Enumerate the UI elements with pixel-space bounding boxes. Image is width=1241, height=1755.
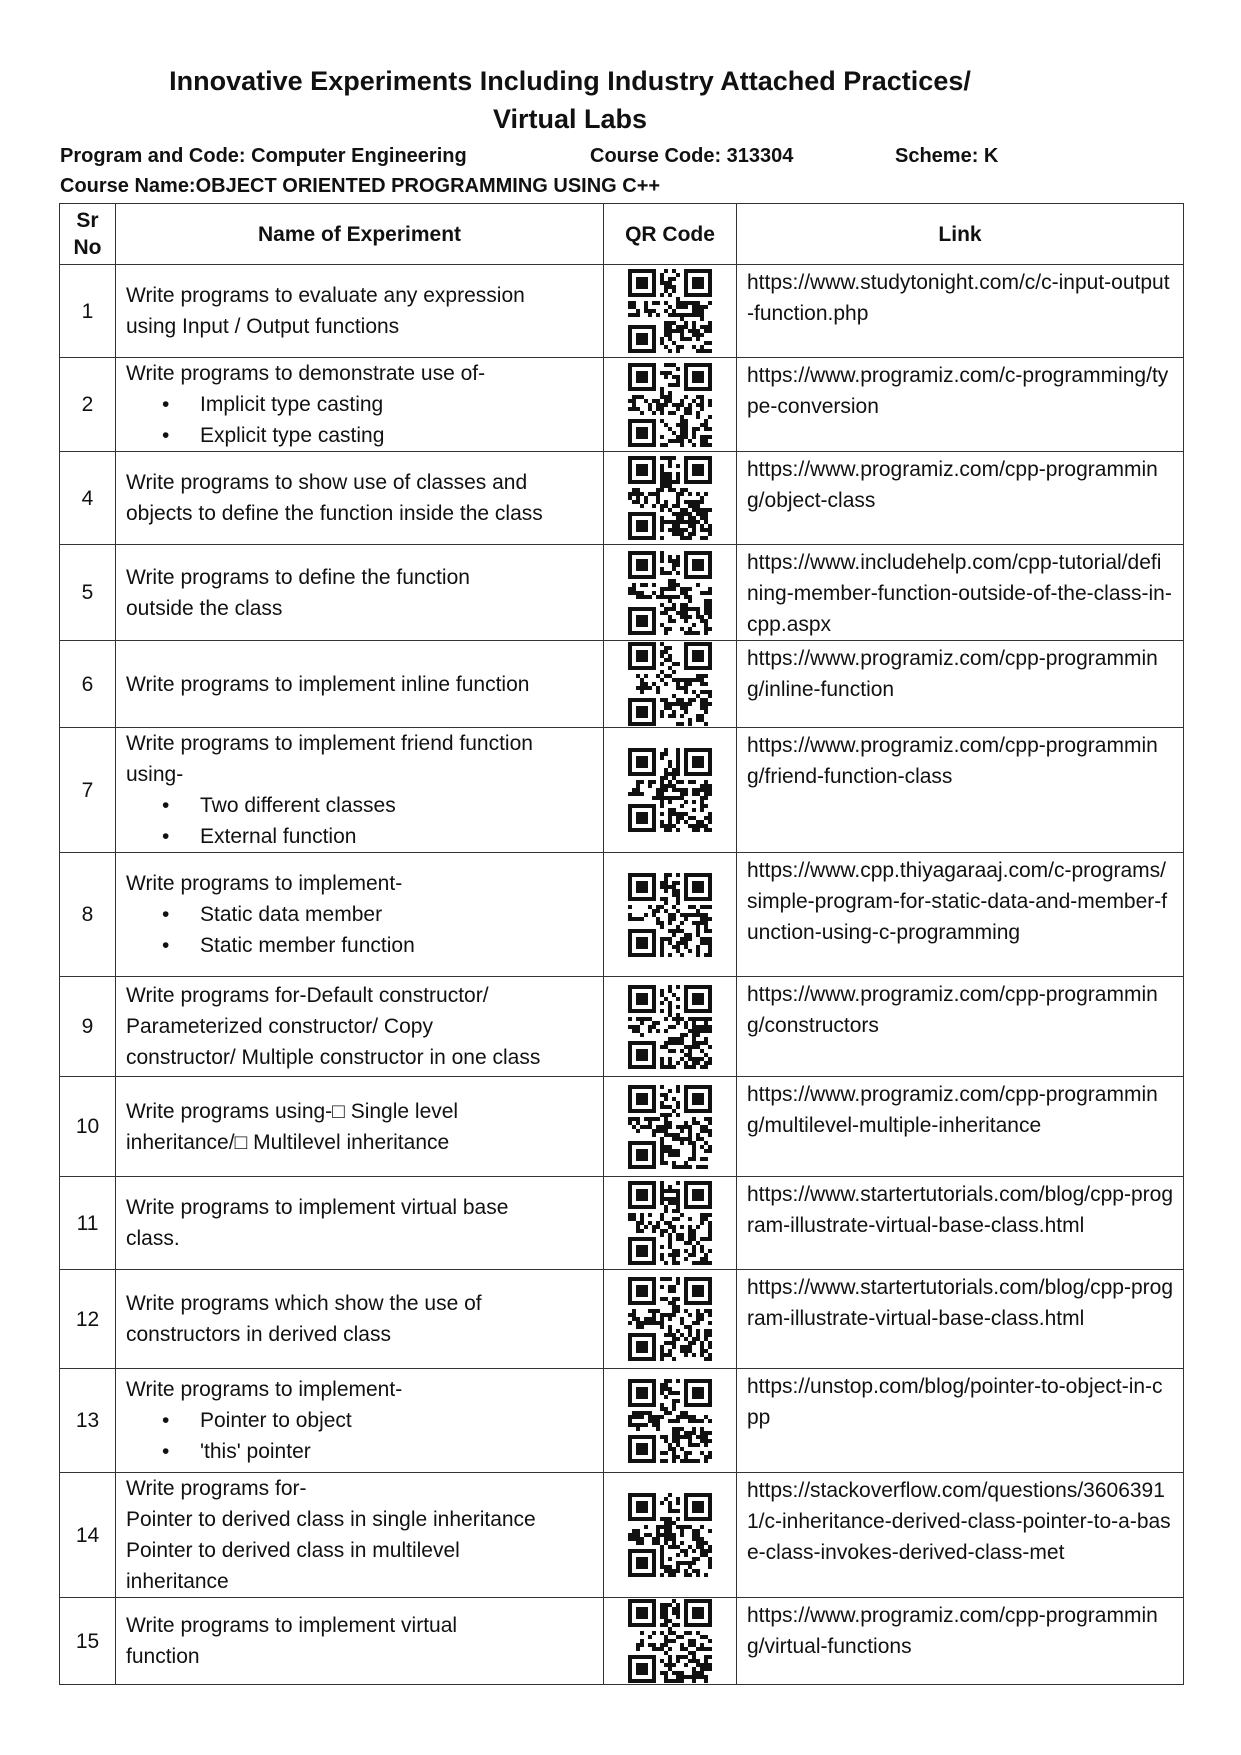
experiment-cell xyxy=(116,728,604,853)
bullet-text: Static data member xyxy=(200,903,383,926)
link-cell[interactable]: https://www.programiz.com/cpp-programming/multilevel-multiple-inheritance xyxy=(737,1077,1184,1177)
table-row xyxy=(60,545,1184,641)
table-row xyxy=(60,358,1184,452)
experiment-text-line: inheritance xyxy=(126,1570,229,1593)
title-line-1: Innovative Experiments Including Industry Attached Practices/ xyxy=(169,66,971,96)
col-sr-no: Sr No xyxy=(60,204,116,265)
qr-code-icon xyxy=(604,728,737,853)
qr-code-icon xyxy=(604,1598,737,1685)
experiment-bullet xyxy=(126,389,593,420)
qr-code-icon xyxy=(604,1077,737,1177)
table-row xyxy=(60,1177,1184,1270)
experiment-cell xyxy=(116,1077,604,1177)
qr-code-icon xyxy=(604,358,737,452)
col-qr-code: QR Code xyxy=(604,204,737,265)
link-cell[interactable]: https://www.programiz.com/c-programming/type-conversion xyxy=(737,358,1184,452)
experiments-table xyxy=(59,203,1184,1685)
experiment-cell xyxy=(116,853,604,977)
course-code: Course Code: 313304 xyxy=(590,145,794,167)
experiment-cell xyxy=(116,1369,604,1473)
experiment-text-line: Pointer to derived class in multilevel xyxy=(126,1539,460,1562)
experiment-bullet xyxy=(126,1436,593,1467)
table-row xyxy=(60,1473,1184,1598)
course-name: Course Name:OBJECT ORIENTED PROGRAMMING USING C++ xyxy=(60,175,661,197)
experiment-text-line: Write programs to demonstrate use of- xyxy=(126,362,486,385)
link-cell[interactable]: https://www.programiz.com/cpp-programming/constructors xyxy=(737,977,1184,1077)
sr-no-cell: 6 xyxy=(60,641,116,728)
experiment-text-line: constructors in derived class xyxy=(126,1323,391,1346)
qr-code-icon xyxy=(604,641,737,728)
experiment-text-line: using Input / Output functions xyxy=(126,315,400,338)
experiment-cell xyxy=(116,545,604,641)
experiment-cell xyxy=(116,358,604,452)
qr-code-icon xyxy=(604,1177,737,1270)
link-cell[interactable]: https://www.programiz.com/cpp-programming/inline-function xyxy=(737,641,1184,728)
link-cell[interactable]: https://www.studytonight.com/c/c-input-output-function.php xyxy=(737,265,1184,358)
sr-no-cell: 13 xyxy=(60,1369,116,1473)
link-cell[interactable]: https://www.programiz.com/cpp-programming/object-class xyxy=(737,452,1184,545)
qr-code-icon xyxy=(604,1270,737,1369)
link-cell[interactable]: https://www.startertutorials.com/blog/cpp-program-illustrate-virtual-base-class.html xyxy=(737,1177,1184,1270)
experiment-text-line: Write programs to implement virtual xyxy=(126,1614,458,1637)
experiment-bullet xyxy=(126,420,593,451)
table-row xyxy=(60,1369,1184,1473)
experiment-text-line: Pointer to derived class in single inheritance xyxy=(126,1508,536,1531)
experiment-text-line: class. xyxy=(126,1227,180,1250)
table-row xyxy=(60,1077,1184,1177)
sr-no-cell: 1 xyxy=(60,265,116,358)
experiment-bullet xyxy=(126,821,593,852)
experiment-text-line: Write programs to implement- xyxy=(126,872,403,895)
link-cell[interactable]: https://unstop.com/blog/pointer-to-object-in-cpp xyxy=(737,1369,1184,1473)
qr-code-icon xyxy=(604,1473,737,1598)
scheme: Scheme: K xyxy=(895,145,999,167)
experiment-cell xyxy=(116,1270,604,1369)
table-row xyxy=(60,265,1184,358)
table-row xyxy=(60,853,1184,977)
experiment-text-line: Write programs to implement friend function xyxy=(126,732,533,755)
sr-no-cell: 11 xyxy=(60,1177,116,1270)
experiment-cell xyxy=(116,1473,604,1598)
link-cell[interactable]: https://stackoverflow.com/questions/36063911/c-inheritance-derived-class-pointer-to-a-base-class-invokes-derived-class-met xyxy=(737,1473,1184,1598)
experiment-text-line: Write programs to show use of classes and xyxy=(126,471,528,494)
experiment-text-line: constructor/ Multiple constructor in one class xyxy=(126,1046,541,1069)
table-row xyxy=(60,1270,1184,1369)
experiment-text-line: outside the class xyxy=(126,596,283,620)
sr-no-cell: 15 xyxy=(60,1598,116,1685)
title-line-2: Virtual Labs xyxy=(492,104,648,134)
link-cell[interactable]: https://www.programiz.com/cpp-programming/friend-function-class xyxy=(737,728,1184,853)
bullet-text: Explicit type casting xyxy=(200,424,385,447)
qr-code-icon xyxy=(604,452,737,545)
table-row xyxy=(60,452,1184,545)
table-row xyxy=(60,977,1184,1077)
table-header-row xyxy=(60,204,1184,265)
experiment-text-line: Write programs which show the use of xyxy=(126,1292,482,1315)
link-cell[interactable]: https://www.cpp.thiyagaraaj.com/c-programs/simple-program-for-static-data-and-member-function-using-c-programming xyxy=(737,853,1184,977)
qr-code-icon xyxy=(604,977,737,1077)
table-row xyxy=(60,1598,1184,1685)
col-experiment: Name of Experiment xyxy=(116,204,604,265)
qr-code-icon xyxy=(604,545,737,641)
experiment-text-line: function xyxy=(126,1645,200,1668)
qr-code-icon xyxy=(604,265,737,358)
experiment-text-line: Write programs for-Default constructor/ xyxy=(126,984,489,1007)
experiment-cell xyxy=(116,265,604,358)
experiment-text-line: Write programs for- xyxy=(126,1477,307,1500)
experiment-cell xyxy=(116,1598,604,1685)
experiment-text-line: Write programs to evaluate any expression xyxy=(126,284,525,307)
experiment-bullet xyxy=(126,790,593,821)
experiment-text-line: objects to define the function inside the class xyxy=(126,502,543,525)
sr-no-cell: 5 xyxy=(60,545,116,641)
qr-code-icon xyxy=(604,1369,737,1473)
bullet-text: Implicit type casting xyxy=(200,393,384,416)
sr-no-cell: 10 xyxy=(60,1077,116,1177)
sr-no-cell: 2 xyxy=(60,358,116,452)
program-code: Program and Code: Computer Engineering xyxy=(60,145,467,167)
experiment-bullet xyxy=(126,930,593,961)
link-cell[interactable]: https://www.startertutorials.com/blog/cpp-program-illustrate-virtual-base-class.html xyxy=(737,1270,1184,1369)
sr-no-cell: 12 xyxy=(60,1270,116,1369)
bullet-text: Two different classes xyxy=(200,794,396,817)
experiment-cell xyxy=(116,641,604,728)
sr-no-cell: 8 xyxy=(60,853,116,977)
experiment-text-line: Write programs using-□ Single level xyxy=(126,1099,459,1123)
col-link: Link xyxy=(737,204,1184,265)
experiment-text-line: using- xyxy=(126,763,184,786)
sr-no-cell: 9 xyxy=(60,977,116,1077)
experiment-bullet xyxy=(126,899,593,930)
qr-code-icon xyxy=(604,853,737,977)
experiment-text-line: Parameterized constructor/ Copy xyxy=(126,1015,433,1038)
sr-no-cell: 4 xyxy=(60,452,116,545)
link-cell[interactable]: https://www.includehelp.com/cpp-tutorial/defining-member-function-outside-of-the-class-in-cpp.aspx xyxy=(737,545,1184,641)
bullet-text: Pointer to object xyxy=(200,1409,352,1432)
experiment-text-line: inheritance/□ Multilevel inheritance xyxy=(126,1130,450,1154)
experiment-text-line: Write programs to implement virtual base xyxy=(126,1196,509,1219)
document-title xyxy=(60,62,1080,138)
sr-no-cell: 14 xyxy=(60,1473,116,1598)
table-row xyxy=(60,728,1184,853)
experiment-cell xyxy=(116,1177,604,1270)
experiment-text-line: Write programs to implement inline function xyxy=(126,672,530,696)
link-cell[interactable]: https://www.programiz.com/cpp-programming/virtual-functions xyxy=(737,1598,1184,1685)
experiment-cell xyxy=(116,452,604,545)
experiment-cell xyxy=(116,977,604,1077)
table-row xyxy=(60,641,1184,728)
bullet-text: 'this' pointer xyxy=(200,1440,311,1463)
program-row xyxy=(60,142,1184,170)
sr-no-cell: 7 xyxy=(60,728,116,853)
bullet-text: External function xyxy=(200,825,357,848)
experiment-text-line: Write programs to implement- xyxy=(126,1378,403,1401)
experiment-text-line: Write programs to define the function xyxy=(126,565,470,589)
bullet-text: Static member function xyxy=(200,934,415,957)
experiment-bullet xyxy=(126,1405,593,1436)
